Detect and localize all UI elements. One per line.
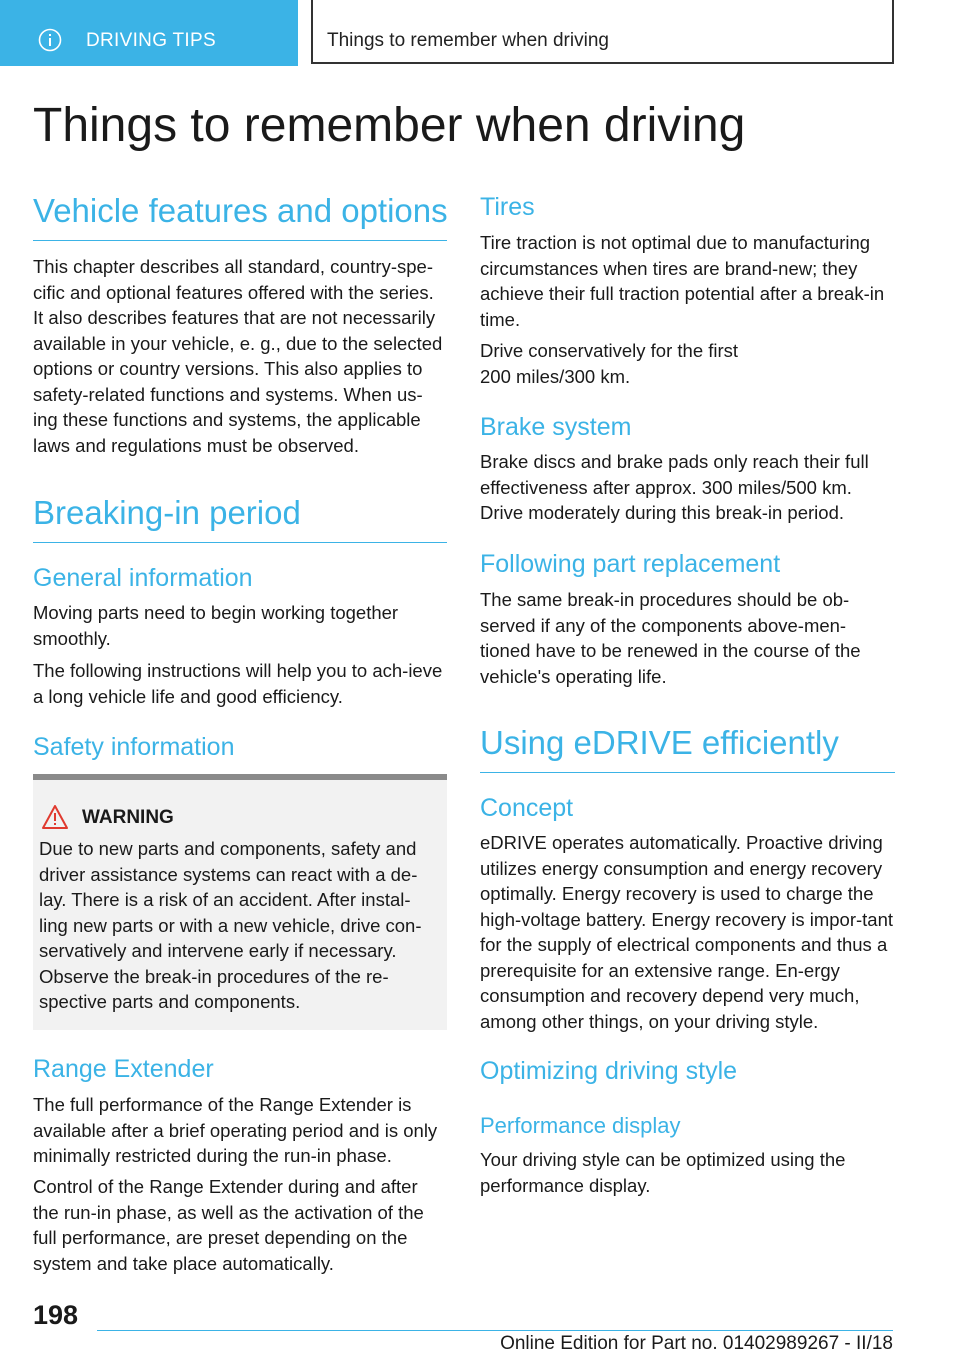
warning-triangle-icon — [41, 804, 69, 830]
page-number: 198 — [33, 1300, 79, 1330]
general-information-text-2: The following instructions will help you to ach-ieve a long vehicle life and good efficiency. — [33, 660, 443, 707]
warning-title: WARNING — [82, 807, 174, 828]
concept-heading: Concept — [480, 794, 574, 822]
safety-information-heading: Safety information — [33, 733, 235, 761]
performance-display-text: Your driving style can be optimized using the performance display. — [480, 1149, 846, 1196]
breadcrumb-text: Things to remember when driving — [327, 30, 609, 51]
range-extender-heading: Range Extender — [33, 1055, 214, 1083]
info-icon — [38, 28, 62, 52]
tires-text-1: Tire traction is not optimal due to manufacturing circumstances when tires are brand-new; they achieve their full traction potential after a break-in time. — [480, 232, 885, 330]
footer-edition: Online Edition for Part no. 01402989267 - II/18 — [500, 1333, 893, 1354]
general-information-heading: General information — [33, 564, 253, 592]
performance-display-heading: Performance display — [480, 1113, 681, 1138]
breaking-in-heading: Breaking-in period — [33, 494, 447, 543]
chapter-tab[interactable] — [0, 0, 298, 66]
general-information-text-1: Moving parts need to begin working together smoothly. — [33, 602, 399, 649]
warning-text: Due to new parts and components, safety and driver assistance systems can react with a de-lay. There is a risk of an accident. After instal-ling new parts or with a new vehicle, drive con-servatively and intervene early if necessary. Observe the break-in procedures of the re-spective parts and components. — [39, 838, 422, 1012]
brake-system-heading: Brake system — [480, 413, 632, 441]
tires-text-2: Drive conservatively for the first 200 miles/300 km. — [480, 340, 739, 387]
range-extender-text-2: Control of the Range Extender during and after the run-in phase, as well as the activation of the full performance, are preset depending on the system and take place automatically. — [33, 1176, 424, 1274]
chapter-label: DRIVING TIPS — [86, 30, 216, 51]
tires-heading: Tires — [480, 193, 535, 221]
breadcrumb — [311, 0, 894, 64]
warning-box — [33, 774, 447, 1030]
footer-divider — [97, 1330, 893, 1331]
page-title: Things to remember when driving — [33, 99, 746, 152]
edrive-heading: Using eDRIVE efficiently — [480, 724, 895, 773]
brake-system-text: Brake discs and brake pads only reach their full effectiveness after approx. 300 miles/500 km. Drive moderately during this break-in period. — [480, 451, 869, 523]
concept-text: eDRIVE operates automatically. Proactive driving utilizes energy consumption and energy recovery optimally. Energy recovery is used to charge the high-voltage battery. Energy recovery is impor-tant for the supply of electrical components and thus a prerequisite for an extensive range. En-ergy consumption and recovery depend very much, among other things, on your driving style. — [480, 832, 894, 1032]
optimizing-driving-style-heading: Optimizing driving style — [480, 1057, 738, 1085]
vehicle-features-text: This chapter describes all standard, country-spe-cific and optional features offered with the series. It also describes features that are not necessarily available in your vehicle, e. g., due to the selected options or country versions. This also applies to safety-related functions and systems. When us-ing these functions and systems, the applicable laws and regulations must be observed. — [33, 256, 443, 456]
following-part-replacement-text: The same break-in procedures should be ob-served if any of the components above-men-tioned have to be renewed in the course of the vehicle's operating life. — [480, 589, 861, 687]
following-part-replacement-heading: Following part replacement — [480, 550, 781, 578]
vehicle-features-heading: Vehicle features and options — [33, 192, 447, 241]
range-extender-text-1: The full performance of the Range Extender is available after a brief operating period and is only minimally restricted during the run-in phase. — [33, 1094, 438, 1166]
